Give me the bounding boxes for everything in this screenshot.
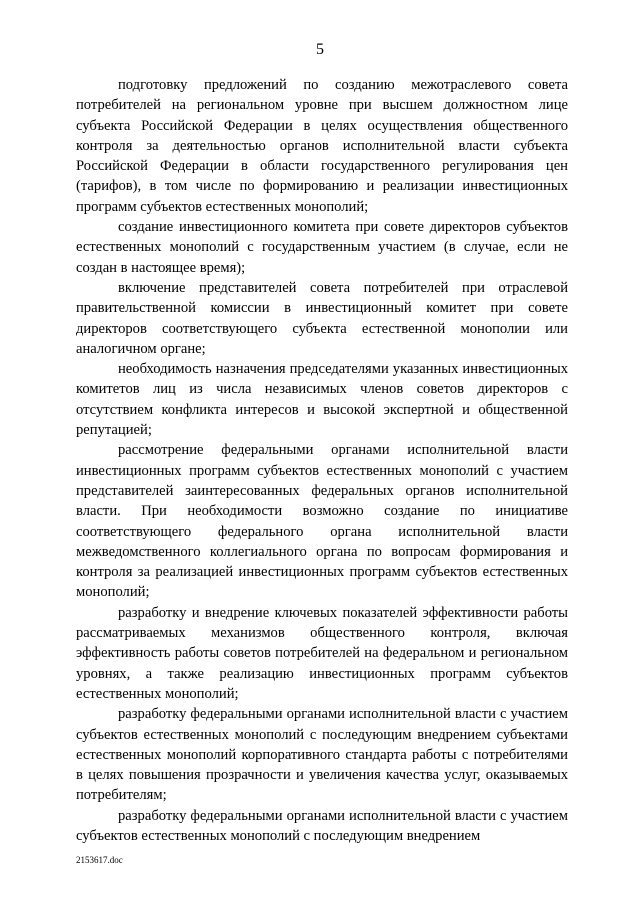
paragraph-continued: разработку федеральными органами исполнительной власти с участием субъектов естественных монополий с последующим внедрением: [76, 807, 568, 844]
paragraph-regional-council: подготовку предложений по созданию межотраслевого совета потребителей на региональном уровне при высшем должностном лице субъекта Российской Федерации в целях осуществления общественного контроля за деятельностью органов исполнительной власти субъекта Российской Федерации в области государственного регулирования цен (тарифов), в том числе по формированию и реализации инвестиционных программ субъектов естественных монополий;: [76, 77, 568, 215]
page-number: 5: [316, 41, 324, 58]
paragraph-corporate-standard: разработку федеральными органами исполнительной власти с участием субъектов естественных монополий с последующим внедрением субъектами естественных монополий корпоративного стандарта работы с потребителями в целях повышения прозрачности и увеличения качества услуг, оказываемых потребителям;: [76, 706, 568, 804]
paragraph-program-review: рассмотрение федеральными органами исполнительной власти инвестиционных программ субъектов естественных монополий с участием представителей заинтересованных федеральных органов исполнительной власти. При необходимости возможно создание по инициативе соответствующего федерального органа исполнительной власти межведомственного коллегиального органа по вопросам формирования и контроля за реализацией инвестиционных программ субъектов естественных монополий;: [76, 442, 568, 601]
paragraph-kpi-development: разработку и внедрение ключевых показателей эффективности работы рассматриваемых механизмов общественного контроля, включая эффективность работы советов потребителей на федеральном и региональном уровнях, а также реализацию инвестиционных программ субъектов естественных монополий;: [76, 604, 568, 702]
footer-filename: 2153617.doc: [76, 855, 123, 865]
document-body: [76, 75, 568, 846]
paragraph-chairmen-appointment: необходимость назначения председателями указанных инвестиционных комитетов лиц из числа независимых членов советов директоров с отсутствием конфликта интересов и высокой экспертной и общественной репутацией;: [76, 361, 568, 439]
paragraph-investment-committee: создание инвестиционного комитета при совете директоров субъектов естественных монополий с государственным участием (в случае, если не создан в настоящее время);: [76, 219, 568, 276]
paragraph-include-representatives: включение представителей совета потребителей при отраслевой правительственной комиссии в инвестиционный комитет при совете директоров соответствующего субъекта естественной монополии или аналогичном органе;: [76, 279, 568, 357]
